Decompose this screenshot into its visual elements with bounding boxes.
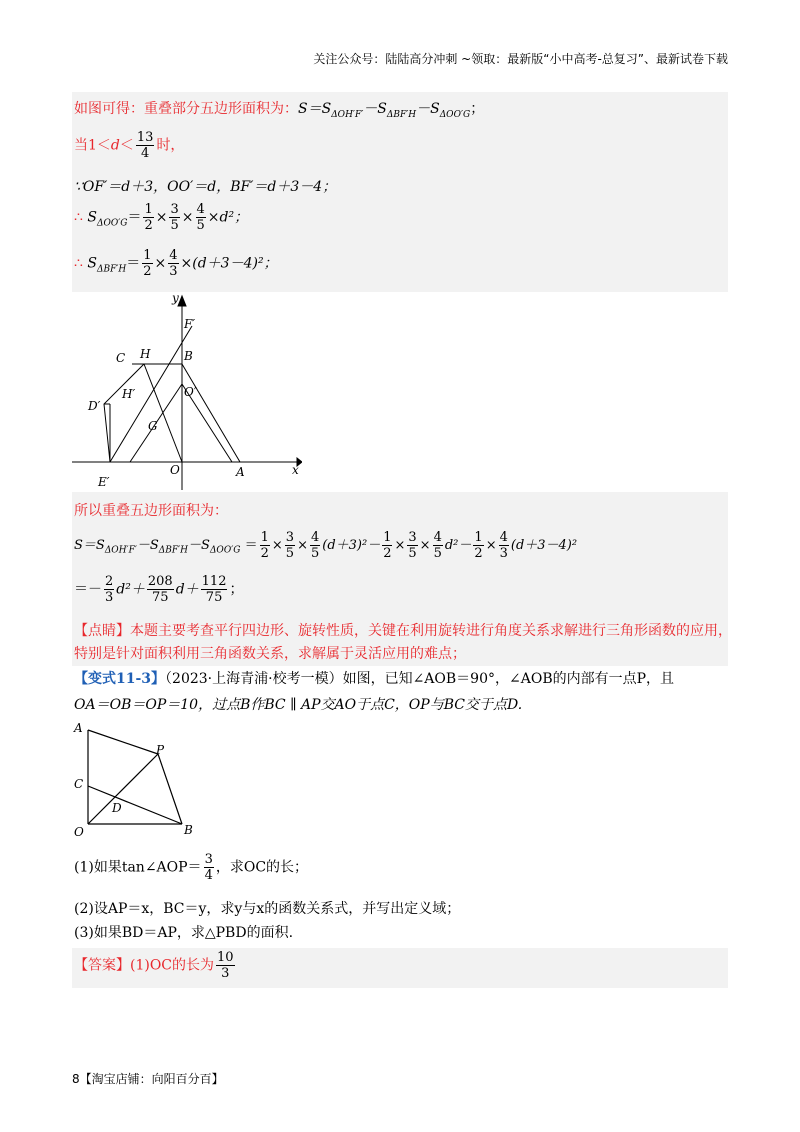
solution-line-2: 当1＜d＜ $\frac{13}{4}$ 时，: [74, 130, 185, 161]
solution-line-5: ∴ $S_{\Delta BF'H}=$ $\frac{1}{2}$ × $\frac{4}{3}$ ×(d＋3－4)²；: [74, 248, 278, 279]
page-header: 关注公众号：陆陆高分冲刺 ~领取：最新版“小中高考-总复习”、最新试卷下载: [313, 52, 728, 66]
label-P: P: [156, 743, 165, 757]
label-F: F′: [184, 317, 196, 331]
label-H: H: [140, 347, 151, 361]
solution-line-1: 如图可得：重叠部分五边形面积为：$S=S_{\Delta OH'F'}-S_{\Delta BF'H}-S_{\Delta OO'G}$；: [74, 101, 485, 120]
coordinate-figure: [72, 292, 302, 492]
solution-line-8: ＝－ $\frac{2}{3}$ d²＋ $\frac{208}{75}$ d＋ $\frac{112}{75}$ ；: [74, 574, 244, 605]
label-O-prime: O′: [184, 385, 197, 399]
label-A: A: [236, 465, 245, 479]
label-O: O: [170, 463, 180, 477]
label-B: B: [184, 349, 193, 363]
label-H-prime: H′: [122, 387, 136, 401]
label-B: B: [184, 823, 193, 837]
page-footer: 8【淘宝店铺：向阳百分百】: [72, 1072, 224, 1086]
label-D: D: [112, 801, 122, 815]
solution-line-6: 所以重叠五边形面积为：: [74, 503, 228, 519]
geometry-figure: [72, 718, 202, 840]
problem-line-1: 【变式11-3】（2023·上海青浦·校考一模）如图，已知∠AOB＝90°，∠AOB的内部有一点P，且: [74, 671, 675, 687]
answer-line: 【答案】(1)OC的长为 $\frac{10}{3}$: [74, 950, 234, 981]
problem-line-2: OA＝OB＝OP＝10，过点B作BC ∥ AP交AO于点C，OP与BC交于点D.: [74, 697, 523, 713]
label-C: C: [74, 777, 84, 791]
label-A: A: [74, 721, 83, 735]
question-1: (1)如果tan∠AOP＝ $\frac{3}{4}$ ，求OC的长；: [74, 852, 309, 883]
comment-line-1: 【点睛】本题主要考查平行四边形、旋转性质，关键在利用旋转进行角度关系求解进行三角形函数的应用，: [74, 623, 732, 639]
label-C: C: [116, 351, 126, 365]
label-E-prime: E′: [98, 475, 110, 489]
comment-line-2: 特别是针对面积利用三角函数关系，求解属于灵活应用的难点；: [74, 646, 466, 662]
solution-line-7: $S=S_{\Delta OH'F'}-S_{\Delta BF'H}-S_{\Delta OO'G}$ ＝ $\frac{1}{2}$ × $\frac{3}{5}$ × $\frac{4}{5}$ (d＋3)²－ $\frac{1}{2}$ × $\frac{3}{5}$ × $\frac{4}{5}$ d²－ $\frac{1}{2}$ × $\frac{4}{3}$ (d＋3－4)²: [74, 530, 578, 561]
label-O: O: [74, 825, 84, 839]
question-2: (2)设AP＝x，BC＝y，求y与x的函数关系式，并写出定义域；: [74, 901, 461, 917]
fraction: $\frac{13}{4}$: [136, 130, 154, 161]
x-axis-label: x: [292, 463, 299, 477]
solution-line-3: ∵OF′＝d＋3，OO′＝d，BF′＝d＋3－4；: [74, 179, 337, 195]
question-3: (3)如果BD＝AP，求△PBD的面积.: [74, 925, 294, 941]
y-axis-label: y: [172, 292, 179, 305]
label-G: G: [148, 419, 158, 433]
label-D-prime: D′: [88, 399, 101, 413]
solution-line-4: ∴ $S_{\Delta OO'G}=$ $\frac{1}{2}$ × $\frac{3}{5}$ × $\frac{4}{5}$ ×d²；: [74, 202, 249, 233]
